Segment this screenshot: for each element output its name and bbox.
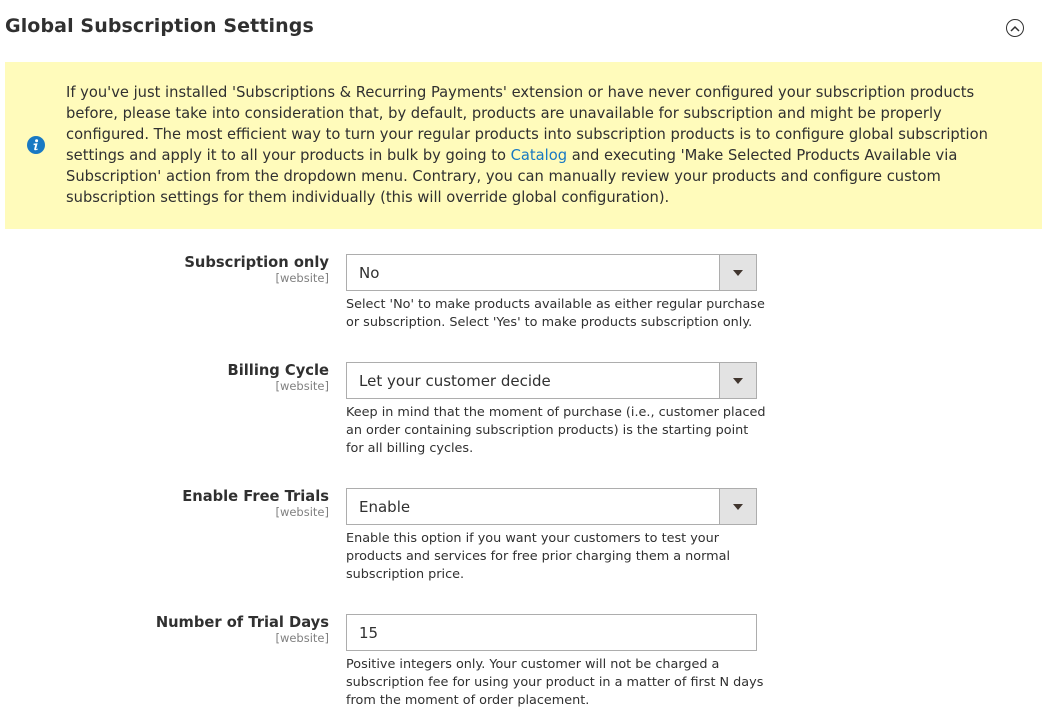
trial-days-input[interactable] (346, 614, 757, 651)
select-value: No (359, 264, 380, 282)
scope-label: [website] (275, 271, 329, 285)
field-note: Keep in mind that the moment of purchase (i.e., customer placed an order containing subscription products) is the starting point for all billing cycles. (346, 405, 766, 456)
caret-down-icon (733, 270, 743, 276)
enable-free-trials-label: Enable Free Trials (182, 488, 329, 505)
section-header[interactable] (0, 0, 1046, 58)
info-icon (27, 136, 45, 154)
billing-cycle-select[interactable] (346, 362, 757, 399)
caret-down-icon (733, 378, 743, 384)
field-label (228, 362, 329, 393)
trial-days-label: Number of Trial Days (155, 614, 329, 631)
select-value: Enable (359, 498, 411, 516)
subscription-only-select[interactable] (346, 254, 757, 291)
field-note: Enable this option if you want your customers to test your products and services for free prior charging them a normal subscription price. (346, 531, 731, 582)
chevron-up-circle-icon[interactable] (1006, 19, 1024, 37)
caret-down-icon (733, 504, 743, 510)
catalog-link[interactable]: Catalog (510, 147, 568, 164)
subscription-only-label: Subscription only (184, 254, 329, 271)
field-note: Positive integers only. Your customer will not be charged a subscription fee for using your product in a matter of first N days from the moment of order placement. (346, 657, 764, 708)
scope-label: [website] (275, 631, 329, 645)
notice-text-part-2: and executing 'Make Selected Products Available via Subscription' action from the dropdown menu. Contrary, you can manually review your products and configure custom subscription settings for them individually (this will override global configuration). (66, 147, 958, 206)
field-label (184, 254, 329, 285)
dropdown-toggle[interactable] (719, 363, 756, 398)
scope-label: [website] (275, 379, 329, 393)
field-note: Select 'No' to make products available as either regular purchase or subscription. Select 'Yes' to make products subscription only. (346, 297, 765, 330)
section-title: Global Subscription Settings (5, 15, 314, 37)
chevron-up-icon (1010, 25, 1020, 32)
field-label (156, 614, 329, 645)
field-label (182, 488, 329, 519)
info-notice (5, 62, 1042, 229)
billing-cycle-label: Billing Cycle (227, 362, 329, 379)
enable-free-trials-select[interactable] (346, 488, 757, 525)
dropdown-toggle[interactable] (719, 255, 756, 290)
scope-label: [website] (275, 505, 329, 519)
notice-text-part-1: If you've just installed 'Subscriptions & Recurring Payments' extension or have never configured your subscription products before, please take into consideration that, by default, products are unavailable for subscription and might be properly configured. The most efficient way to turn your regular products into subscription products is to configure global subscription settings and apply it to all your products in bulk by going to (66, 84, 988, 164)
notice-text (66, 82, 996, 208)
dropdown-toggle[interactable] (719, 489, 756, 524)
select-value: Let your customer decide (359, 372, 551, 390)
